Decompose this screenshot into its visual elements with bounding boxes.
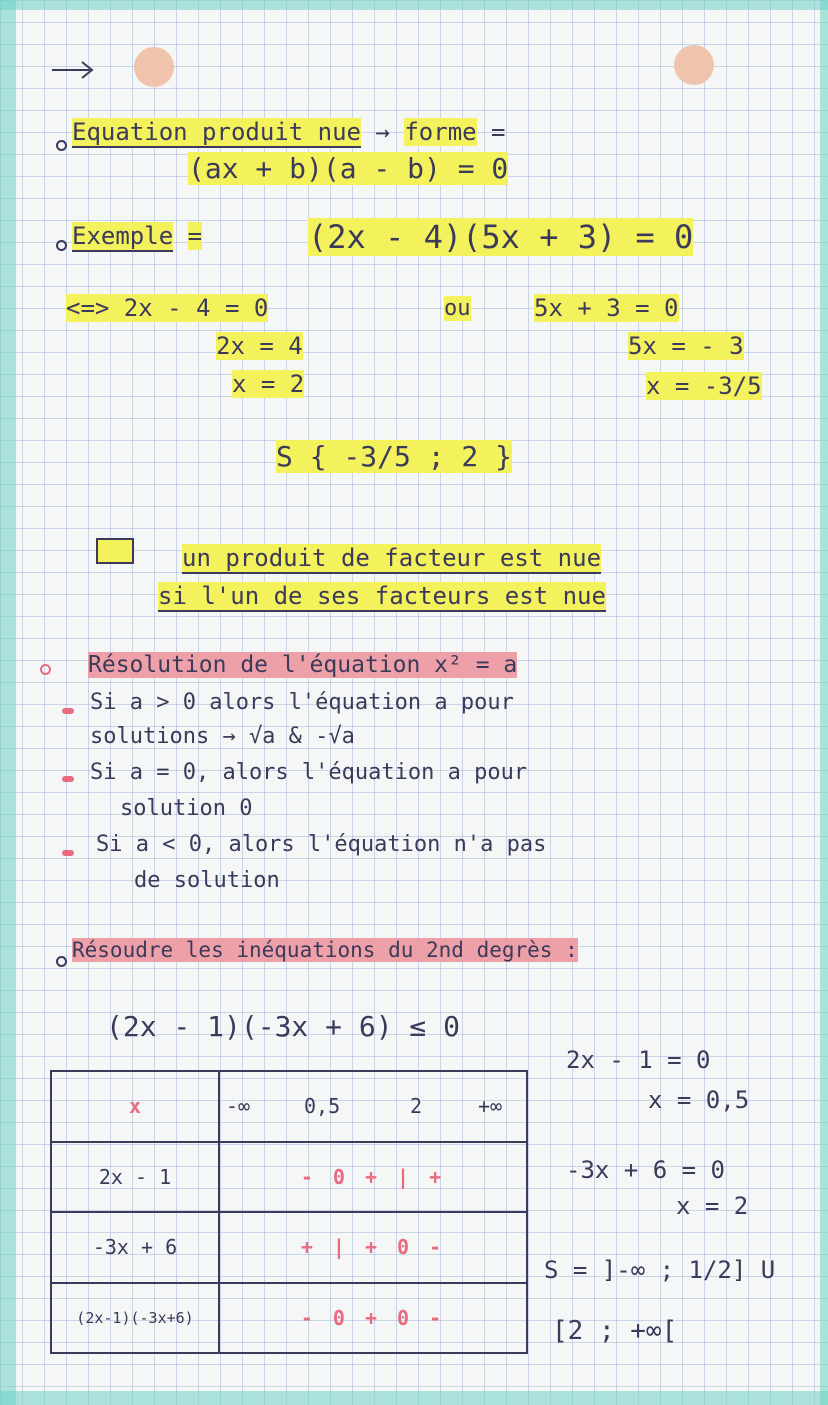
bullet-dot <box>56 956 67 967</box>
step2-left-text: 2x = 4 <box>216 332 303 360</box>
corner-arrow-icon <box>50 58 96 82</box>
step3-right-text: x = -3/5 <box>646 372 762 400</box>
step3-left-text: x = 2 <box>232 370 305 398</box>
row-signs: - 0 + | + <box>219 1142 527 1213</box>
case1-line1: Si a > 0 alors l'équation a pour <box>90 690 514 715</box>
example-equation: (2x - 4)(5x + 3) = 0 <box>308 218 694 256</box>
step2-right <box>628 332 744 360</box>
table-header-values <box>219 1071 527 1142</box>
side-res2: x = 2 <box>676 1192 749 1220</box>
bullet-dot <box>56 240 67 251</box>
row-label: (2x-1)(-3x+6) <box>51 1283 219 1354</box>
table-row <box>51 1283 527 1354</box>
side-res1: x = 0,5 <box>648 1086 750 1114</box>
row-label: 2x - 1 <box>51 1142 219 1213</box>
example-solution-text: S { -3/5 ; 2 } <box>276 440 513 473</box>
step3-left <box>232 370 304 398</box>
or-word-text: ou <box>444 296 471 321</box>
step1-right <box>534 294 679 322</box>
solution-line-2: [2 ; +∞[ <box>552 1316 678 1346</box>
dash-marker <box>62 776 74 782</box>
resolution-title <box>88 652 517 678</box>
table-header-x: x <box>51 1071 219 1142</box>
side-eq1: 2x - 1 = 0 <box>566 1046 711 1074</box>
case2-line2: solution 0 <box>120 796 253 821</box>
step1-left <box>66 294 268 322</box>
case2-line1: Si a = 0, alors l'équation a pour <box>90 760 528 785</box>
solution-line-1: S = ]-∞ ; 1/2] U <box>544 1256 776 1284</box>
step2-right-text: 5x = - 3 <box>628 332 744 360</box>
header-half: 0,5 <box>304 1094 341 1118</box>
page-edge-right <box>820 0 828 1405</box>
rule-line-2 <box>158 582 606 610</box>
dash-marker <box>62 708 74 714</box>
table-row <box>51 1142 527 1213</box>
example-solution <box>276 440 512 473</box>
arrow-icon: → <box>375 118 390 146</box>
rule-line-1 <box>182 544 601 572</box>
step1-left-text: <=> 2x - 4 = 0 <box>66 294 269 322</box>
case3-line1: Si a < 0, alors l'équation n'a pas <box>96 832 547 857</box>
page-edge-left <box>0 0 16 1405</box>
page-edge-bottom <box>0 1391 828 1405</box>
header-two: 2 <box>410 1094 423 1118</box>
step1-right-text: 5x + 3 = 0 <box>534 294 679 322</box>
binder-hole-right <box>674 45 714 85</box>
product-heading <box>72 118 506 146</box>
table-row <box>51 1212 527 1283</box>
dash-marker <box>62 850 74 856</box>
case3-line2: de solution <box>134 868 280 893</box>
resolution-title-text: Résolution de l'équation x² = a <box>88 652 518 678</box>
page-edge-top <box>0 0 828 10</box>
header-plus-infinity: +∞ <box>478 1094 503 1118</box>
product-heading-text: Equation produit nue <box>72 118 361 146</box>
inequations-title <box>72 938 578 962</box>
step3-right <box>646 372 762 400</box>
row-label: -3x + 6 <box>51 1212 219 1283</box>
form-label: forme <box>404 118 477 146</box>
or-word <box>444 296 471 321</box>
form-equals: = <box>491 118 506 146</box>
rule-line-1-text: un produit de facteur est nue <box>182 544 602 572</box>
rule-arrow-icon <box>96 538 134 564</box>
product-form: (ax + b)(a - b) = 0 <box>188 152 509 185</box>
example-label-text: Exemple <box>72 222 174 250</box>
row-signs: + | + 0 - <box>219 1212 527 1283</box>
rule-line-2-text: si l'un de ses facteurs est nue <box>158 582 606 610</box>
bullet-dot <box>40 664 51 675</box>
inequations-title-text: Résoudre les inéquations du 2nd degrès : <box>72 938 578 962</box>
step2-left <box>216 332 303 360</box>
side-eq2: -3x + 6 = 0 <box>566 1156 725 1184</box>
example-label <box>72 222 202 250</box>
table-row <box>51 1071 527 1142</box>
binder-hole-left <box>134 47 174 87</box>
example-equals: = <box>187 222 203 250</box>
header-minus-infinity: -∞ <box>226 1094 251 1118</box>
bullet-dot <box>56 140 67 151</box>
row-signs: - 0 + 0 - <box>219 1283 527 1354</box>
inequation: (2x - 1)(-3x + 6) ≤ 0 <box>106 1010 461 1043</box>
sign-table <box>50 1070 528 1354</box>
case1-line2: solutions → √a & -√a <box>90 724 355 749</box>
